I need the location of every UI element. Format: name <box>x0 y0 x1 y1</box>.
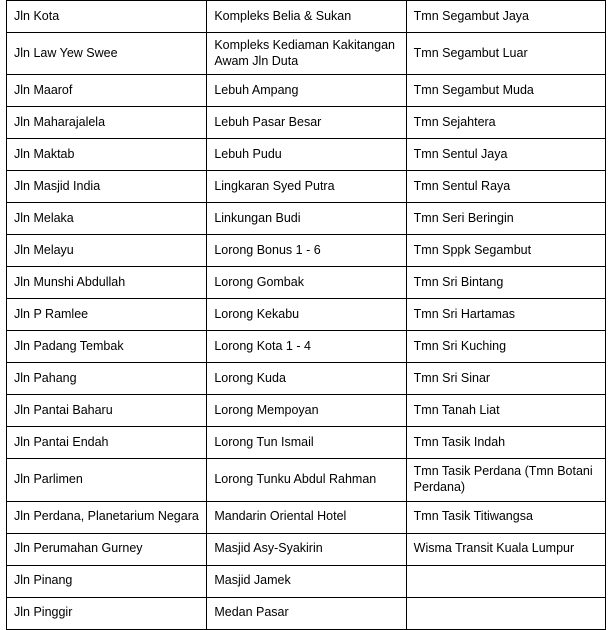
table-cell-col2: Masjid Asy-Syakirin <box>207 533 406 565</box>
table-cell-col3: Tmn Tasik Indah <box>406 427 605 459</box>
table-cell-col3: Tmn Sejahtera <box>406 107 605 139</box>
table-cell-col2: Medan Pasar <box>207 597 406 629</box>
table-cell-col3: Tmn Sri Kuching <box>406 331 605 363</box>
table-row <box>7 75 606 107</box>
table-cell-col3: Tmn Tasik Titiwangsa <box>406 501 605 533</box>
table-cell-col1: Jln Parlimen <box>7 459 207 501</box>
table-cell-col2: Lorong Kuda <box>207 363 406 395</box>
table-row <box>7 459 606 501</box>
table-row <box>7 1 606 33</box>
table-cell-col2: Mandarin Oriental Hotel <box>207 501 406 533</box>
table-row <box>7 139 606 171</box>
table-cell-col2: Masjid Jamek <box>207 565 406 597</box>
table-body <box>7 1 606 630</box>
table-row <box>7 597 606 629</box>
table-cell-col3: Tmn Sentul Jaya <box>406 139 605 171</box>
table-cell-col2: Lorong Kekabu <box>207 299 406 331</box>
table-row <box>7 33 606 75</box>
table-cell-col3: Tmn Segambut Muda <box>406 75 605 107</box>
table-row <box>7 203 606 235</box>
table-cell-col2: Lebuh Pasar Besar <box>207 107 406 139</box>
table-cell-col2: Linkungan Budi <box>207 203 406 235</box>
table-cell-col1: Jln Pahang <box>7 363 207 395</box>
table-cell-col1: Jln Masjid India <box>7 171 207 203</box>
table-cell-col2: Lorong Tun Ismail <box>207 427 406 459</box>
table-cell-col3: Tmn Tanah Liat <box>406 395 605 427</box>
table-row <box>7 533 606 565</box>
table-cell-col3 <box>406 565 605 597</box>
table-cell-col1: Jln Maharajalela <box>7 107 207 139</box>
table-cell-col2: Lorong Gombak <box>207 267 406 299</box>
table-cell-col1: Jln Padang Tembak <box>7 331 207 363</box>
table-cell-col3: Tmn Segambut Luar <box>406 33 605 75</box>
table-row <box>7 363 606 395</box>
table-cell-col2: Lingkaran Syed Putra <box>207 171 406 203</box>
street-listing-table <box>6 0 606 630</box>
table-row <box>7 501 606 533</box>
table-cell-col3: Tmn Sppk Segambut <box>406 235 605 267</box>
table-cell-col2: Lebuh Ampang <box>207 75 406 107</box>
table-cell-col1: Jln Melayu <box>7 235 207 267</box>
table-row <box>7 267 606 299</box>
table-cell-col1: Jln Melaka <box>7 203 207 235</box>
table-row <box>7 427 606 459</box>
table-cell-col3 <box>406 597 605 629</box>
table-cell-col1: Jln Pantai Baharu <box>7 395 207 427</box>
table-cell-col1: Jln Perumahan Gurney <box>7 533 207 565</box>
table-cell-col3: Tmn Sri Bintang <box>406 267 605 299</box>
table-cell-col1: Jln Maktab <box>7 139 207 171</box>
table-cell-col1: Jln Pantai Endah <box>7 427 207 459</box>
table-cell-col3: Wisma Transit Kuala Lumpur <box>406 533 605 565</box>
table-row <box>7 565 606 597</box>
table-cell-col1: Jln Pinggir <box>7 597 207 629</box>
table-cell-col2: Lorong Kota 1 - 4 <box>207 331 406 363</box>
table-cell-col3: Tmn Sri Hartamas <box>406 299 605 331</box>
table-cell-col1: Jln Pinang <box>7 565 207 597</box>
table-cell-col3: Tmn Sentul Raya <box>406 171 605 203</box>
table-row <box>7 395 606 427</box>
table-row <box>7 299 606 331</box>
table-cell-col2: Lorong Tunku Abdul Rahman <box>207 459 406 501</box>
table-cell-col3: Tmn Seri Beringin <box>406 203 605 235</box>
table-cell-col3: Tmn Segambut Jaya <box>406 1 605 33</box>
table-cell-col1: Jln P Ramlee <box>7 299 207 331</box>
table-cell-col3: Tmn Tasik Perdana (Tmn Botani Perdana) <box>406 459 605 501</box>
table-cell-col1: Jln Munshi Abdullah <box>7 267 207 299</box>
table-cell-col2: Kompleks Belia & Sukan <box>207 1 406 33</box>
table-cell-col1: Jln Law Yew Swee <box>7 33 207 75</box>
table-cell-col1: Jln Kota <box>7 1 207 33</box>
table-cell-col2: Lorong Mempoyan <box>207 395 406 427</box>
table-row <box>7 171 606 203</box>
table-cell-col2: Lorong Bonus 1 - 6 <box>207 235 406 267</box>
table-cell-col1: Jln Perdana, Planetarium Negara <box>7 501 207 533</box>
table-cell-col3: Tmn Sri Sinar <box>406 363 605 395</box>
table-row <box>7 235 606 267</box>
table-cell-col1: Jln Maarof <box>7 75 207 107</box>
table-row <box>7 331 606 363</box>
table-cell-col2: Kompleks Kediaman Kakitangan Awam Jln Duta <box>207 33 406 75</box>
table-cell-col2: Lebuh Pudu <box>207 139 406 171</box>
table-row <box>7 107 606 139</box>
